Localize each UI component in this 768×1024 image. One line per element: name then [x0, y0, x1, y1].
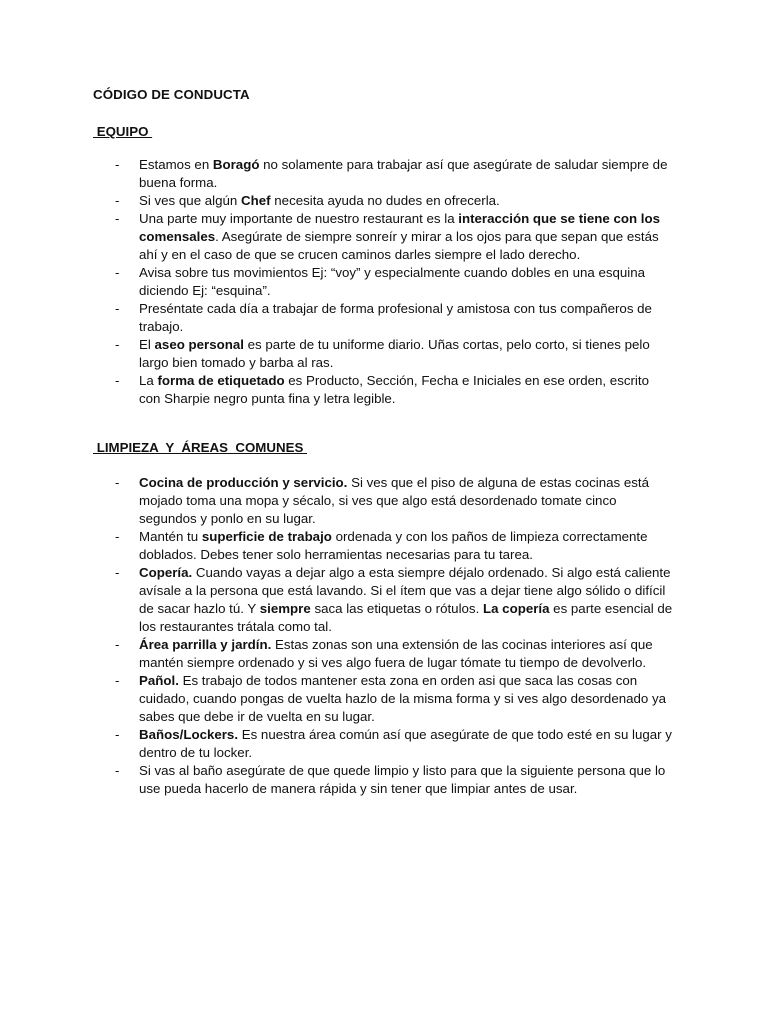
- list-item-text: [139, 264, 674, 300]
- list-item: [0, 672, 768, 726]
- bullet-dash: -: [115, 265, 120, 280]
- list-item-text: [139, 336, 674, 372]
- list-item-text: [139, 636, 674, 672]
- bullet-dash: -: [115, 211, 120, 226]
- bold-text: aseo personal: [154, 337, 244, 352]
- list-item-text: [139, 156, 674, 192]
- list-item: [0, 762, 768, 798]
- bullet-dash: -: [115, 157, 120, 172]
- list-item: [0, 372, 768, 408]
- list-item-text: [139, 762, 674, 798]
- plain-text: Avisa sobre tus movimientos Ej: “voy” y especialmente cuando dobles en una esquina diciendo Ej: “esquina”.: [139, 265, 646, 298]
- bold-text: Cocina de producción y servicio.: [139, 475, 348, 490]
- bullet-dash: -: [115, 373, 120, 388]
- bold-text: Chef: [241, 193, 271, 208]
- bold-text: siempre: [259, 601, 311, 616]
- bold-text: interacción que se tiene con los comensales: [139, 211, 661, 244]
- list-item: [0, 528, 768, 564]
- list-item-text: [139, 372, 674, 408]
- plain-text: Preséntate cada día a trabajar de forma profesional y amistosa con tus compañeros de trabajo.: [139, 301, 652, 334]
- plain-text: . Asegúrate de siempre sonreír y mirar a los ojos para que sepan que estás ahí y en el caso de que se crucen caminos darles siempre el lado derecho.: [139, 229, 659, 262]
- plain-text: Es nuestra área común así que asegúrate de que todo esté en su lugar y dentro de tu locker.: [139, 727, 672, 760]
- plain-text: Si ves que algún: [139, 193, 242, 208]
- plain-text: es Producto, Sección, Fecha e Iniciales en ese orden, escrito con Sharpie negro punta fina y letra legible.: [139, 373, 649, 406]
- section-heading-limpieza: LIMPIEZA Y ÁREAS COMUNES: [93, 440, 308, 455]
- limpieza-list: [0, 474, 768, 798]
- bullet-dash: -: [115, 565, 120, 580]
- bullet-dash: -: [115, 529, 120, 544]
- plain-text: El: [139, 337, 155, 352]
- section-heading-equipo: EQUIPO: [93, 124, 153, 139]
- plain-text: es parte esencial de los restaurantes trátala como tal.: [139, 601, 673, 634]
- bullet-dash: -: [115, 337, 120, 352]
- list-item: [0, 264, 768, 300]
- bullet-dash: -: [115, 763, 120, 778]
- list-item: [0, 192, 768, 210]
- bold-text: Área parrilla y jardín.: [139, 637, 272, 652]
- bold-text: La copería: [482, 601, 550, 616]
- plain-text: Si ves que el piso de alguna de estas cocinas está mojado toma una mopa y sécalo, si ves que algo está desordenado tomate cinco segundos y ponlo en su lugar.: [139, 475, 649, 526]
- bold-text: Copería.: [139, 565, 193, 580]
- plain-text: es parte de tu uniforme diario. Uñas cortas, pelo corto, si tienes pelo largo bien tomado y barba al ras.: [139, 337, 650, 370]
- list-item: [0, 300, 768, 336]
- bullet-dash: -: [115, 727, 120, 742]
- list-item: [0, 564, 768, 636]
- list-item-text: [139, 192, 674, 210]
- list-item: [0, 156, 768, 192]
- list-item-text: [139, 528, 674, 564]
- bullet-dash: -: [115, 637, 120, 652]
- list-item-text: [139, 210, 674, 264]
- plain-text: La: [139, 373, 158, 388]
- plain-text: no solamente para trabajar así que asegúrate de saludar siempre de buena forma.: [139, 157, 668, 190]
- bold-text: Baños/Lockers.: [139, 727, 239, 742]
- plain-text: saca las etiquetas o rótulos.: [310, 601, 483, 616]
- bullet-dash: -: [115, 673, 120, 688]
- bullet-dash: -: [115, 193, 120, 208]
- document-title: CÓDIGO DE CONDUCTA: [93, 87, 250, 102]
- bold-text: Pañol.: [139, 673, 179, 688]
- list-item-text: [139, 672, 674, 726]
- plain-text: Si vas al baño asegúrate de que quede limpio y listo para que la siguiente persona que lo use pueda hacerlo de manera rápida y sin tener que limpiar antes de usar.: [139, 763, 666, 796]
- list-item: [0, 474, 768, 528]
- equipo-list: [0, 156, 768, 408]
- plain-text: Una parte muy importante de nuestro restaurant es la: [139, 211, 459, 226]
- bullet-dash: -: [115, 301, 120, 316]
- list-item-text: [139, 474, 674, 528]
- list-item: [0, 726, 768, 762]
- bold-text: superficie de trabajo: [201, 529, 332, 544]
- plain-text: Estas zonas son una extensión de las cocinas interiores así que mantén siempre ordenado y si ves algo fuera de lugar tómate tu tiempo de devolverlo.: [139, 637, 653, 670]
- bullet-dash: -: [115, 475, 120, 490]
- plain-text: Cuando vayas a dejar algo a esta siempre déjalo ordenado. Si algo está caliente avísale a la persona que está lavando. Si el ítem que vas a dejar tiene algo sólido o difícil de sacar hazlo tú. Y: [139, 565, 671, 616]
- plain-text: Es trabajo de todos mantener esta zona en orden asi que saca las cosas con cuidado, cuando pongas de vuelta hazlo de la misma forma y si ves algo desordenado ya sabes que debe ir de vuelta en su lugar.: [139, 673, 667, 724]
- plain-text: ordenada y con los paños de limpieza correctamente doblados. Debes tener solo herramientas necesarias para tu tarea.: [139, 529, 648, 562]
- list-item-text: [139, 726, 674, 762]
- plain-text: Mantén tu: [139, 529, 202, 544]
- list-item-text: [139, 564, 674, 636]
- plain-text: necesita ayuda no dudes en ofrecerla.: [270, 193, 500, 208]
- list-item-text: [139, 300, 674, 336]
- list-item: [0, 336, 768, 372]
- list-item: [0, 636, 768, 672]
- plain-text: Estamos en: [139, 157, 213, 172]
- list-item: [0, 210, 768, 264]
- bold-text: Boragó: [212, 157, 260, 172]
- bold-text: forma de etiquetado: [157, 373, 285, 388]
